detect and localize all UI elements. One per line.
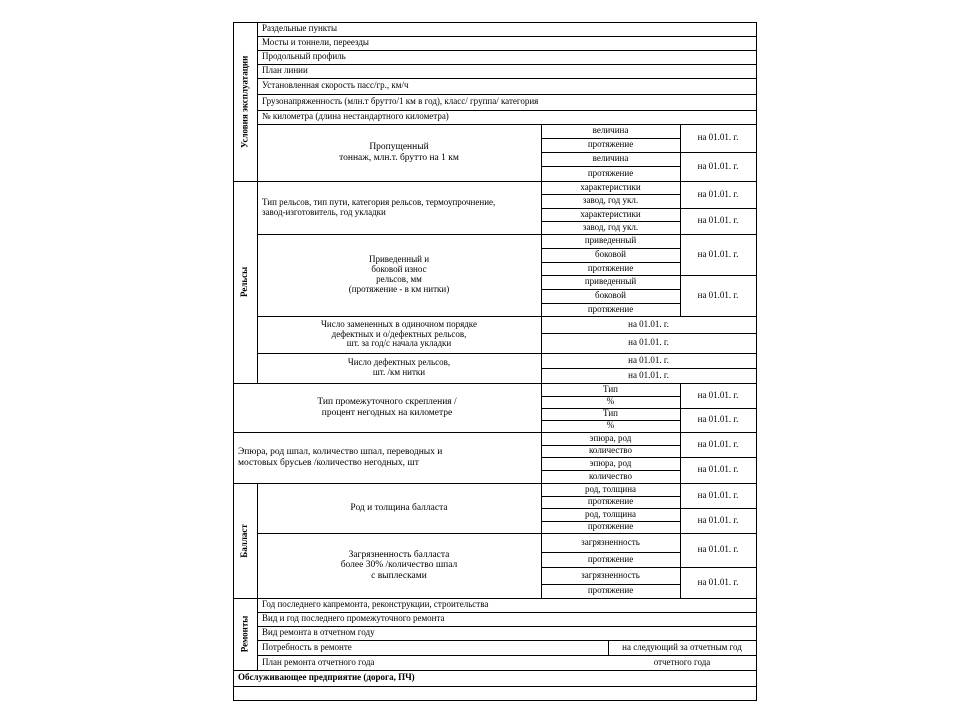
sleepers-sub: эпюра, род [589,432,632,443]
usloviya-row: Мосты и тоннели, переезды [262,37,369,48]
section-usloviya [233,22,257,181]
replaced-label-text: Число замененных в одиночном порядке дефектных и о/дефектных рельсов, шт. за год/с начала укладки [321,318,477,349]
rail-type-sub: характеристики [580,208,641,219]
wear-sub: боковой [595,249,626,260]
defective-label-text: Число дефектных рельсов, шт. /км нитки [347,357,451,377]
ballast-kind-date: на 01.01. г. [697,489,739,500]
rail-type-label-text: Тип рельсов, тип пути, категория рельсов, термоупрочнение, завод-изготовитель, год укладки [262,196,496,217]
fastening-sub: % [606,420,615,431]
fastening-sub: % [606,396,615,407]
tonnage-sub: протяжение [587,139,634,150]
rail-type-label [257,181,541,234]
section-ballast-label: Балласт [239,523,250,558]
section-ballast [233,483,257,598]
sleepers-label [233,432,541,483]
ballast-kind-sub: род, толщина [584,483,637,494]
wear-sub: приведенный [584,276,637,287]
usloviya-row: Продольный профиль [262,51,346,62]
ballast-dirt-label [257,533,541,598]
rail-type-date: на 01.01. г. [697,215,739,226]
ballast-dirt-sub: загрязненность [581,536,640,547]
tonnage-label-text: Пропущенный тоннаж, млн.т. брутто на 1 км [339,142,459,163]
repairs-need-label: Потребность в ремонте [262,641,352,652]
fastening-date: на 01.01. г. [697,389,739,400]
tonnage-sub: протяжение [587,167,634,178]
tonnage-sub: величина [592,153,629,164]
sleepers-date: на 01.01. г. [697,438,739,449]
repairs-row: Вид ремонта в отчетном году [262,627,375,638]
section-usloviya-label: Условия эксплуатации [239,55,250,148]
wear-label [257,234,541,316]
defective-date: на 01.01. г. [628,369,669,380]
ballast-dirt-sub: протяжение [587,553,634,564]
tonnage-date: на 01.01. г. [697,132,739,143]
ballast-kind-date: на 01.01. г. [697,514,739,525]
repairs-row: Год последнего капремонта, реконструкции, строительства [262,599,489,610]
replaced-label [257,316,541,353]
usloviya-row: № километра (длина нестандартного километра) [262,111,449,122]
grid-line [233,700,757,701]
ballast-kind-sub: протяжение [587,521,634,532]
rail-type-date: на 01.01. г. [697,188,739,199]
defective-date: на 01.01. г. [628,354,669,365]
fastening-label [233,383,541,432]
ballast-kind-sub: род, толщина [584,508,637,519]
ballast-dirt-sub: протяжение [587,585,634,596]
section-relsy [233,181,257,383]
fastening-date: на 01.01. г. [697,414,739,425]
ballast-kind-sub: протяжение [587,496,634,507]
usloviya-row: План линии [262,65,308,76]
sleepers-label-text: Эпюра, род шпал, количество шпал, переводных и мостовых брусьев /количество негодных, шт [238,447,443,468]
section-remonty [233,598,257,670]
ballast-dirt-sub: загрязненность [581,569,640,580]
tonnage-label [257,124,541,181]
repairs-need-value: на следующий за отчетным год [622,641,742,652]
wear-label-text: Приведенный и боковой износ рельсов, мм (протяжение - в км нитки) [348,254,450,294]
usloviya-row: Установленная скорость пасс/гр., км/ч [262,80,409,91]
grid-line [233,686,756,687]
ballast-dirt-date: на 01.01. г. [697,576,739,587]
sleepers-sub: количество [589,470,632,481]
repairs-plan-label: План ремонта отчетного года [262,656,375,667]
sleepers-sub: количество [589,445,632,456]
ballast-dirt-date: на 01.01. г. [697,544,739,555]
rail-type-sub: завод, год укл. [582,195,639,206]
usloviya-row: Грузонапряженность (млн.т брутто/1 км в год), класс/ группа/ категория [262,96,539,107]
section-relsy-label: Рельсы [239,266,250,298]
fastening-label-text: Тип промежуточного скрепления / процент негодных на километре [317,397,457,418]
defective-label [257,353,541,383]
tonnage-date: на 01.01. г. [697,160,739,171]
wear-sub: протяжение [587,303,634,314]
wear-sub: боковой [595,290,626,301]
replaced-date: на 01.01. г. [628,318,669,329]
wear-sub: приведенный [584,235,637,246]
tonnage-sub: величина [592,125,629,136]
fastening-sub: Тип [603,383,618,394]
rail-type-sub: характеристики [580,181,641,192]
usloviya-row: Раздельные пункты [262,23,338,34]
ballast-dirt-label-text: Загрязненность балласта более 30% /количество шпал с выплесками [340,549,458,581]
repairs-plan-value: отчетного года [653,656,711,667]
wear-date: на 01.01. г. [697,248,739,259]
sleepers-date: на 01.01. г. [697,464,739,475]
section-remonty-label: Ремонты [239,615,250,653]
wear-sub: протяжение [587,262,634,273]
rail-type-sub: завод, год укл. [582,221,639,232]
fastening-sub: Тип [603,408,618,419]
sleepers-sub: эпюра, род [589,457,632,468]
service-company-label: Обслуживающее предприятие (дорога, ПЧ) [238,672,415,683]
replaced-date: на 01.01. г. [628,337,669,348]
repairs-row: Вид и год последнего промежуточного ремонта [262,613,445,624]
grid-line [756,22,757,700]
ballast-kind-label: Род и толщина балласта [350,502,448,513]
wear-date: на 01.01. г. [697,289,739,300]
